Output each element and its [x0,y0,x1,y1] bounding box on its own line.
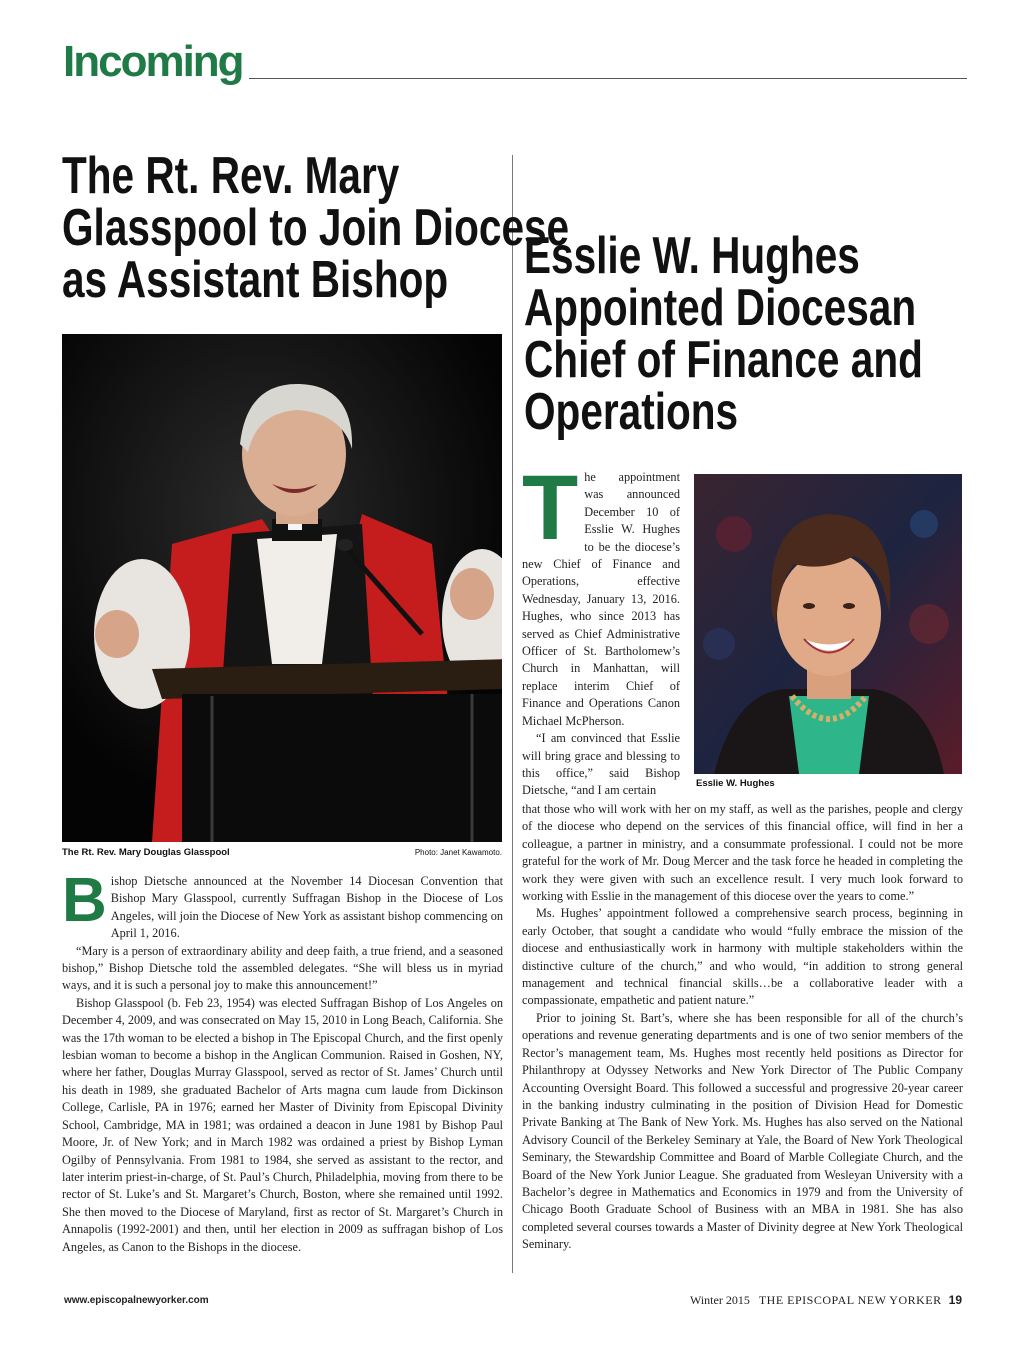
drop-cap: T [522,457,579,559]
right-article-headline [524,227,923,441]
footer-issue: Winter 2015 [690,1293,750,1307]
headline-line: Glasspool to Join Diocese [62,199,570,257]
article-paragraph: “Mary is a person of extraordinary ability and deep faith, a true friend, and a seasoned bishop,” Bishop Dietsche told the assembled delegates. “She will bless us in myriad ways, and it is such a personal joy to make this announcement!” [62,943,503,993]
article-paragraph: that those who will work with her on my staff, as well as the parishes, people and clergy of the diocese who depend on the services of this financial office, will find in her a colleague, a partner in ministry, and a consummate professional. I could not be more grateful for the work of Mr. Doug Mercer and the task force he headed in completing the work they were given with such an excellence result. I very much look forward to working with Esslie in the management of this diocese over the years to come.” [522,802,963,904]
page-number: 19 [948,1293,962,1307]
hughes-photo-illustration [694,474,962,774]
section-title: Incoming [63,37,243,86]
article-paragraph: Bishop Glasspool (b. Feb 23, 1954) was elected Suffragan Bishop of Los Angeles on December 4, 2009, and was consecrated on May 15, 2010 in Long Beach, California. She was the 17th woman to be elected a bishop in The Episcopal Church, and the first openly lesbian woman to become a bishop in the Anglican Communion. Raised in Goshen, NY, where her father, Douglas Murray Glasspool, served as rector of St. James’ Church until his death in 1989, she graduated Bachelor of Arts magna cum laude from Dickinson College, Carlisle, PA in 1976; earned her Master of Divinity from Episcopal Divinity School, Cambridge, MA in 1981; was ordained a deacon in June 1981 by Bishop Paul Moore, Jr. of New York; and in March 1982 was ordained a priest by Bishop Lyman Ogilby of Pennsylvania. From 1981 to 1984, she served as assistant to the rector, and later interim priest-in-charge, of St. Paul’s Church, Philadelphia, moving from there to be rector of St. Luke’s and St. Margaret’s Church, Boston, where she remained until 1992. She then moved to the Diocese of Maryland, first as rector of St. Margaret’s Church in Annapolis (1992-2001) and then, until her election in 2009 as suffragan bishop of Los Angeles, as Canon to the Bishops in the diocese. [62,995,503,1254]
headline-line: Operations [524,383,739,441]
section-header [63,38,967,86]
drop-cap: B [62,866,107,935]
headline-line: Esslie W. Hughes [524,227,860,285]
section-rule [249,78,967,79]
headline-line: Chief of Finance and [524,331,923,389]
headline-line: Appointed Diocesan [524,279,917,337]
right-article-body [522,801,963,1254]
footer-folio [690,1293,962,1308]
hughes-photo-caption: Esslie W. Hughes [696,778,775,789]
left-article-headline [62,147,570,309]
glasspool-photo [62,334,502,842]
headline-line: as Assistant Bishop [62,251,449,309]
article-paragraph: “I am convinced that Esslie will bring grace and blessing to this office,” said Bishop Dietsche, “and I am certain [522,731,680,798]
glasspool-photo-caption: The Rt. Rev. Mary Douglas Glasspool [62,847,230,858]
hughes-photo [694,474,962,774]
right-article-intro [522,457,680,800]
column-divider [512,155,513,1273]
glasspool-photo-illustration [62,334,502,842]
left-article-body [62,866,503,1256]
footer-publication: THE EPISCOPAL NEW YORKER [758,1293,942,1307]
article-paragraph: The appointment was announced December 10 of Esslie W. Hughes to be the diocese’s new Chief of Finance and Operations, effective Wednesday, January 13, 2016. Hughes, who since 2013 has served as Chief Administrative Officer of St. Bartholomew’s Church in Manhattan, will replace interim Chief of Finance and Operations Canon Michael McPherson. [522,457,680,728]
footer-website: www.episcopalnewyorker.com [64,1295,209,1306]
glasspool-photo-credit: Photo: Janet Kawamoto. [414,848,502,857]
headline-line: The Rt. Rev. Mary [62,147,400,205]
article-paragraph: Bishop Dietsche announced at the November 14 Diocesan Convention that Bishop Mary Glasspool, currently Suffragan Bishop in the Diocese of Los Angeles, will join the Diocese of New York as assistant bishop commencing on April 1, 2016. [62,866,503,941]
article-paragraph: Prior to joining St. Bart’s, where she has been responsible for all of the church’s operations and revenue generating departments and is one of two senior members of the Rector’s management team, Ms. Hughes most recently held positions as Director for Philanthropy at Odyssey Networks and New York Director of The Public Company Accounting Oversight Board. This followed a successful and progressive 20-year career in the banking industry culminating in the position of Division Head for Domestic Private Banking at The Bank of New York. Ms. Hughes has also served on the National Advisory Council of the Berkeley Seminary at Yale, the Board of New York Theological Seminary, the Stewardship Committee and Board of Marble Collegiate Church, and the Board of the New York Junior League. She graduated from Wesleyan University with a Bachelor’s degree in Mathematics and Economics in 1979 and from the University of Chicago Booth Graduate School of Business with an MBA in 1981. She has also completed several courses towards a Master of Divinity degree at New York Theological Seminary. [522,1010,963,1252]
article-paragraph: Ms. Hughes’ appointment followed a comprehensive search process, beginning in early October, that sought a candidate who would “fully embrace the mission of the diocese and enthusiastically work in harmony with multiple stakeholders within the distinctive culture of the church,” and who would, “in addition to strong general management and technical financial skills…be a collaborative leader with a compassionate, empathetic and patient nature.” [522,906,963,1008]
